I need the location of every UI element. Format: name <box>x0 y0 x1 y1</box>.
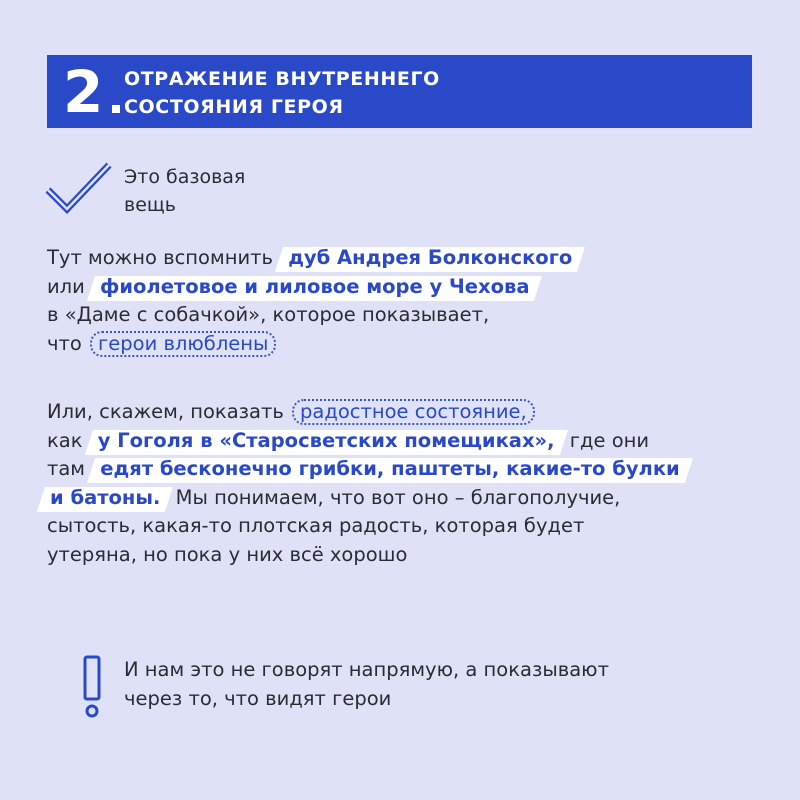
checkmark-icon <box>45 160 113 216</box>
final-note <box>124 655 609 713</box>
paragraph-2-line-3 <box>47 455 689 484</box>
title-line-2: СОСТОЯНИЯ ГЕРОЯ <box>124 96 344 118</box>
text-span: или <box>47 274 85 298</box>
dotted-highlight-joyful: радостное состояние, <box>292 399 535 425</box>
paragraph-1-line-4 <box>47 330 581 359</box>
paragraph-1-line-3 <box>47 301 581 330</box>
section-number: 2 <box>63 58 103 126</box>
highlight-batons: и батоны. <box>41 484 169 513</box>
paragraph-2-line-4 <box>41 484 689 513</box>
dotted-highlight-in-love: герои влюблены <box>90 331 276 357</box>
paragraph-2-line-5 <box>47 512 689 541</box>
final-note-line-1: И нам это не говорят напрямую, а показывают <box>124 658 609 681</box>
paragraph-1-line-1 <box>47 244 581 273</box>
highlight-food: едят бесконечно грибки, паштеты, какие-то булки <box>91 455 689 484</box>
paragraph-1-line-2 <box>47 273 581 302</box>
paragraph-2-line-6 <box>47 541 689 570</box>
highlight-oak: дуб Андрея Болконского <box>279 244 581 273</box>
text-span: где они <box>569 428 650 452</box>
text-span: в «Даме с собачкой», которое показывает, <box>47 303 490 326</box>
highlight-sea: фиолетовое и лиловое море у Чехова <box>91 273 538 302</box>
paragraph-2-line-2 <box>47 427 689 456</box>
section-number-dot <box>112 105 120 113</box>
text-span: как <box>47 428 83 452</box>
text-span: Или, скажем, показать <box>47 400 284 423</box>
base-note <box>124 163 245 219</box>
exclamation-icon <box>82 655 102 719</box>
final-note-line-2: через то, что видят герои <box>124 687 392 710</box>
base-note-line-2: вещь <box>124 194 176 216</box>
highlight-gogol: у Гоголя в «Старосветских помещиках», <box>89 427 564 456</box>
text-span: Мы понимаем, что вот оно – благополучие, <box>175 485 621 509</box>
base-note-line-1: Это базовая <box>124 166 246 188</box>
title-line-1: ОТРАЖЕНИЕ ВНУТРЕННЕГО <box>124 68 440 90</box>
text-span: что <box>47 331 82 355</box>
paragraph-2 <box>47 398 689 569</box>
text-span: там <box>47 457 86 480</box>
text-span: Тут можно вспомнить <box>47 246 273 269</box>
text-span: сытость, какая-то плотская радость, которая будет <box>47 514 585 537</box>
text-span: утеряна, но пока у них всё хорошо <box>47 542 408 566</box>
paragraph-2-line-1 <box>47 398 689 427</box>
paragraph-1 <box>47 244 581 358</box>
section-title <box>124 65 440 121</box>
